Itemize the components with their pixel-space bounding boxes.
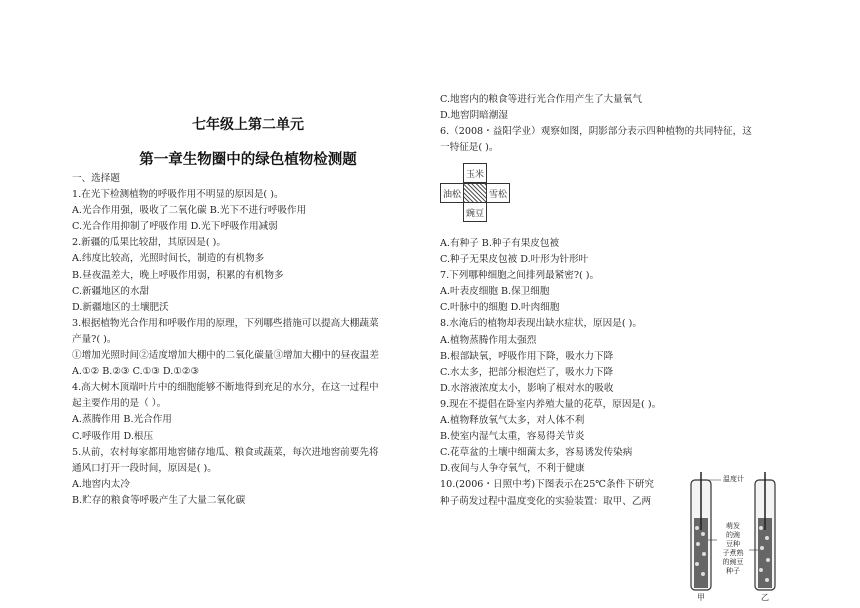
right-text-line: A.植物蒸腾作用太强烈 bbox=[440, 334, 537, 346]
right-text-line: C.花草盆的土壤中细菌太多，容易诱发传染病 bbox=[440, 447, 633, 459]
plant-cross-diagram bbox=[440, 163, 510, 223]
right-text-line: C.叶脉中的细胞 D.叶肉细胞 bbox=[440, 302, 560, 314]
left-text-line: 起主要作用的是（ ）。 bbox=[72, 398, 167, 410]
right-text-line: 6.（2008・益阳学业）观察如图，阴影部分表示四种植物的共同特征，这 bbox=[440, 126, 752, 138]
seed-label-line: 的豌 bbox=[726, 531, 740, 539]
thermometer-label: 温度计 bbox=[723, 475, 744, 483]
right-column-top bbox=[440, 92, 790, 156]
left-text-line: 3.根据植物光合作用和呼吸作用的原理，下列哪些措施可以提高大棚蔬菜 bbox=[72, 317, 379, 329]
seed-label bbox=[717, 522, 749, 576]
cross-bottom-label: 豌豆 bbox=[463, 202, 487, 222]
left-text-line: A.①② B.②③ C.①③ D.①②③ bbox=[72, 366, 200, 378]
right-column-bottom bbox=[440, 236, 790, 510]
jar-left-label: 甲 bbox=[697, 593, 705, 602]
left-text-line: C.光合作用抑制了呼吸作用 D.光下呼吸作用减弱 bbox=[72, 221, 278, 233]
left-text-line: B.昼夜温差大，晚上呼吸作用弱，积累的有机物多 bbox=[72, 269, 284, 281]
left-text-line: A.地窖内太冷 bbox=[72, 478, 130, 490]
left-text-line: A.纬度比较高，光照时间长，制造的有机物多 bbox=[72, 253, 265, 265]
right-text-line: C.种子无果皮包被 D.叶形为针形叶 bbox=[440, 254, 589, 266]
left-text-line: A.蒸腾作用 B.光合作用 bbox=[72, 414, 172, 426]
thermos-apparatus-figure bbox=[683, 470, 783, 602]
right-text-line: A.叶表皮细胞 B.保卫细胞 bbox=[440, 286, 550, 298]
right-text-line: 10.(2006・日照中考)下图表示在25℃条件下研究 bbox=[440, 479, 655, 491]
right-text-line: A.有种子 B.种子有果皮包被 bbox=[440, 238, 560, 249]
right-text-line: 9.现在不提倡在卧室内养殖大量的花草，原因是( )。 bbox=[440, 398, 662, 410]
left-text-line: 通风口打开一段时间，原因是( )。 bbox=[72, 462, 217, 474]
page-title: 七年级上第二单元 bbox=[192, 117, 304, 133]
right-text-line: 种子萌发过程中温度变化的实验装置：取甲、乙两 bbox=[440, 495, 652, 507]
cross-left-label: 油松 bbox=[440, 183, 464, 203]
right-text-line: C.水太多，把部分根泡烂了，吸水力下降 bbox=[440, 366, 614, 378]
right-text-line: B.根部缺氧，呼吸作用下降，吸水力下降 bbox=[440, 350, 614, 362]
right-text-line: C.地窖内的粮食等进行光合作用产生了大量氧气 bbox=[440, 94, 642, 105]
left-text-line: B.贮存的粮食等呼吸产生了大量二氧化碳 bbox=[72, 494, 246, 506]
right-text-line: A.植物释放氧气太多，对人体不利 bbox=[440, 415, 585, 427]
right-text-line: B.使室内湿气太重，容易得关节炎 bbox=[440, 431, 585, 443]
left-column bbox=[72, 171, 424, 509]
right-text-line: D.地窖阴暗潮湿 bbox=[440, 110, 508, 122]
seed-label-line: 的豌豆 bbox=[722, 558, 744, 566]
left-text-line: C.新疆地区的水甜 bbox=[72, 285, 150, 297]
right-text-line: 7.下列哪种细胞之间排列最紧密?( )。 bbox=[440, 270, 600, 282]
cross-top-label: 玉米 bbox=[463, 163, 487, 183]
right-text-line: D.水溶液浓度太小，影响了根对水的吸收 bbox=[440, 382, 614, 394]
seed-label-line: 萌发 bbox=[726, 522, 740, 530]
cross-right-label: 雪松 bbox=[486, 183, 510, 203]
left-text-line: ①增加光照时间②适度增加大棚中的二氧化碳量③增加大棚中的昼夜温差 bbox=[72, 350, 379, 362]
left-text-line: A.光合作用强，吸收了二氧化碳 B.光下不进行呼吸作用 bbox=[72, 205, 307, 217]
seed-label-line: 豆种 bbox=[726, 540, 740, 548]
right-text-line: 一特征是( )。 bbox=[440, 142, 499, 154]
left-text-line: D.新疆地区的土壤肥沃 bbox=[72, 301, 169, 313]
left-text-line: 5.从前，农村每家都用地窖储存地瓜、粮食或蔬菜，每次进地窖前要先将 bbox=[72, 446, 379, 458]
seed-label-line: 子煮熟 bbox=[722, 549, 744, 557]
left-text-line: 2.新疆的瓜果比较甜，其原因是( )。 bbox=[72, 237, 227, 249]
left-text-line: 4.高大树木顶端叶片中的细胞能够不断地得到充足的水分，在这一过程中 bbox=[72, 382, 379, 394]
seed-label-line: 种子 bbox=[726, 567, 740, 575]
jar-right-label: 乙 bbox=[761, 593, 769, 602]
cross-shaded-center bbox=[463, 183, 487, 203]
chapter-title: 第一章生物圈中的绿色植物检测题 bbox=[139, 152, 357, 168]
left-text-line: C.呼吸作用 D.根压 bbox=[72, 430, 154, 442]
left-text-line: 一、选择题 bbox=[72, 173, 120, 184]
left-text-line: 1.在光下检测植物的呼吸作用不明显的原因是( )。 bbox=[72, 189, 284, 201]
left-text-line: 产量?( )。 bbox=[72, 333, 117, 345]
right-text-line: D.夜间与人争夺氧气，不利于健康 bbox=[440, 463, 585, 475]
right-text-line: 8.水淹后的植物却表现出缺水症状，原因是( )。 bbox=[440, 318, 642, 330]
